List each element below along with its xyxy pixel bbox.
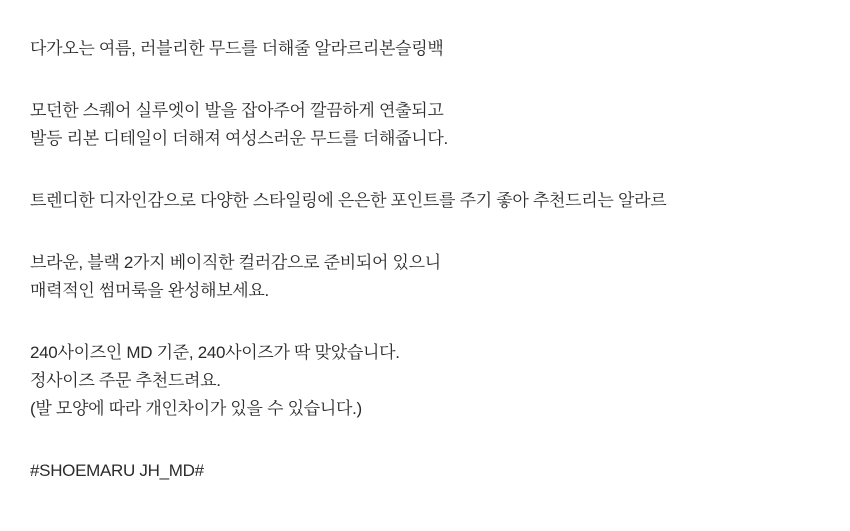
paragraph-styling bbox=[30, 187, 830, 215]
text-line: 브라운, 블랙 2가지 베이직한 컬러감으로 준비되어 있으니 bbox=[30, 253, 441, 272]
md-signature: #SHOEMARU JH_MD# bbox=[30, 461, 204, 480]
text-line: 발등 리본 디테일이 더해져 여성스러운 무드를 더해줍니다. bbox=[30, 129, 448, 148]
text-line: 240사이즈인 MD 기준, 240사이즈가 딱 맞았습니다. bbox=[30, 343, 400, 362]
paragraph-intro bbox=[30, 35, 830, 63]
text-line: 정사이즈 주문 추천드려요. bbox=[30, 371, 221, 390]
paragraph-signature bbox=[30, 457, 830, 485]
paragraph-colors bbox=[30, 249, 830, 305]
text-line: 트렌디한 디자인감으로 다양한 스타일링에 은은한 포인트를 주기 좋아 추천드리는 알라르 bbox=[30, 191, 667, 210]
text-line: (발 모양에 따라 개인차이가 있을 수 있습니다.) bbox=[30, 399, 362, 418]
text-line: 다가오는 여름, 러블리한 무드를 더해줄 알라르리본슬링백 bbox=[30, 39, 444, 58]
paragraph-silhouette bbox=[30, 97, 830, 153]
text-line: 모던한 스퀘어 실루엣이 발을 잡아주어 깔끔하게 연출되고 bbox=[30, 101, 444, 120]
paragraph-sizing bbox=[30, 339, 830, 423]
text-line: 매력적인 썸머룩을 완성해보세요. bbox=[30, 281, 269, 300]
